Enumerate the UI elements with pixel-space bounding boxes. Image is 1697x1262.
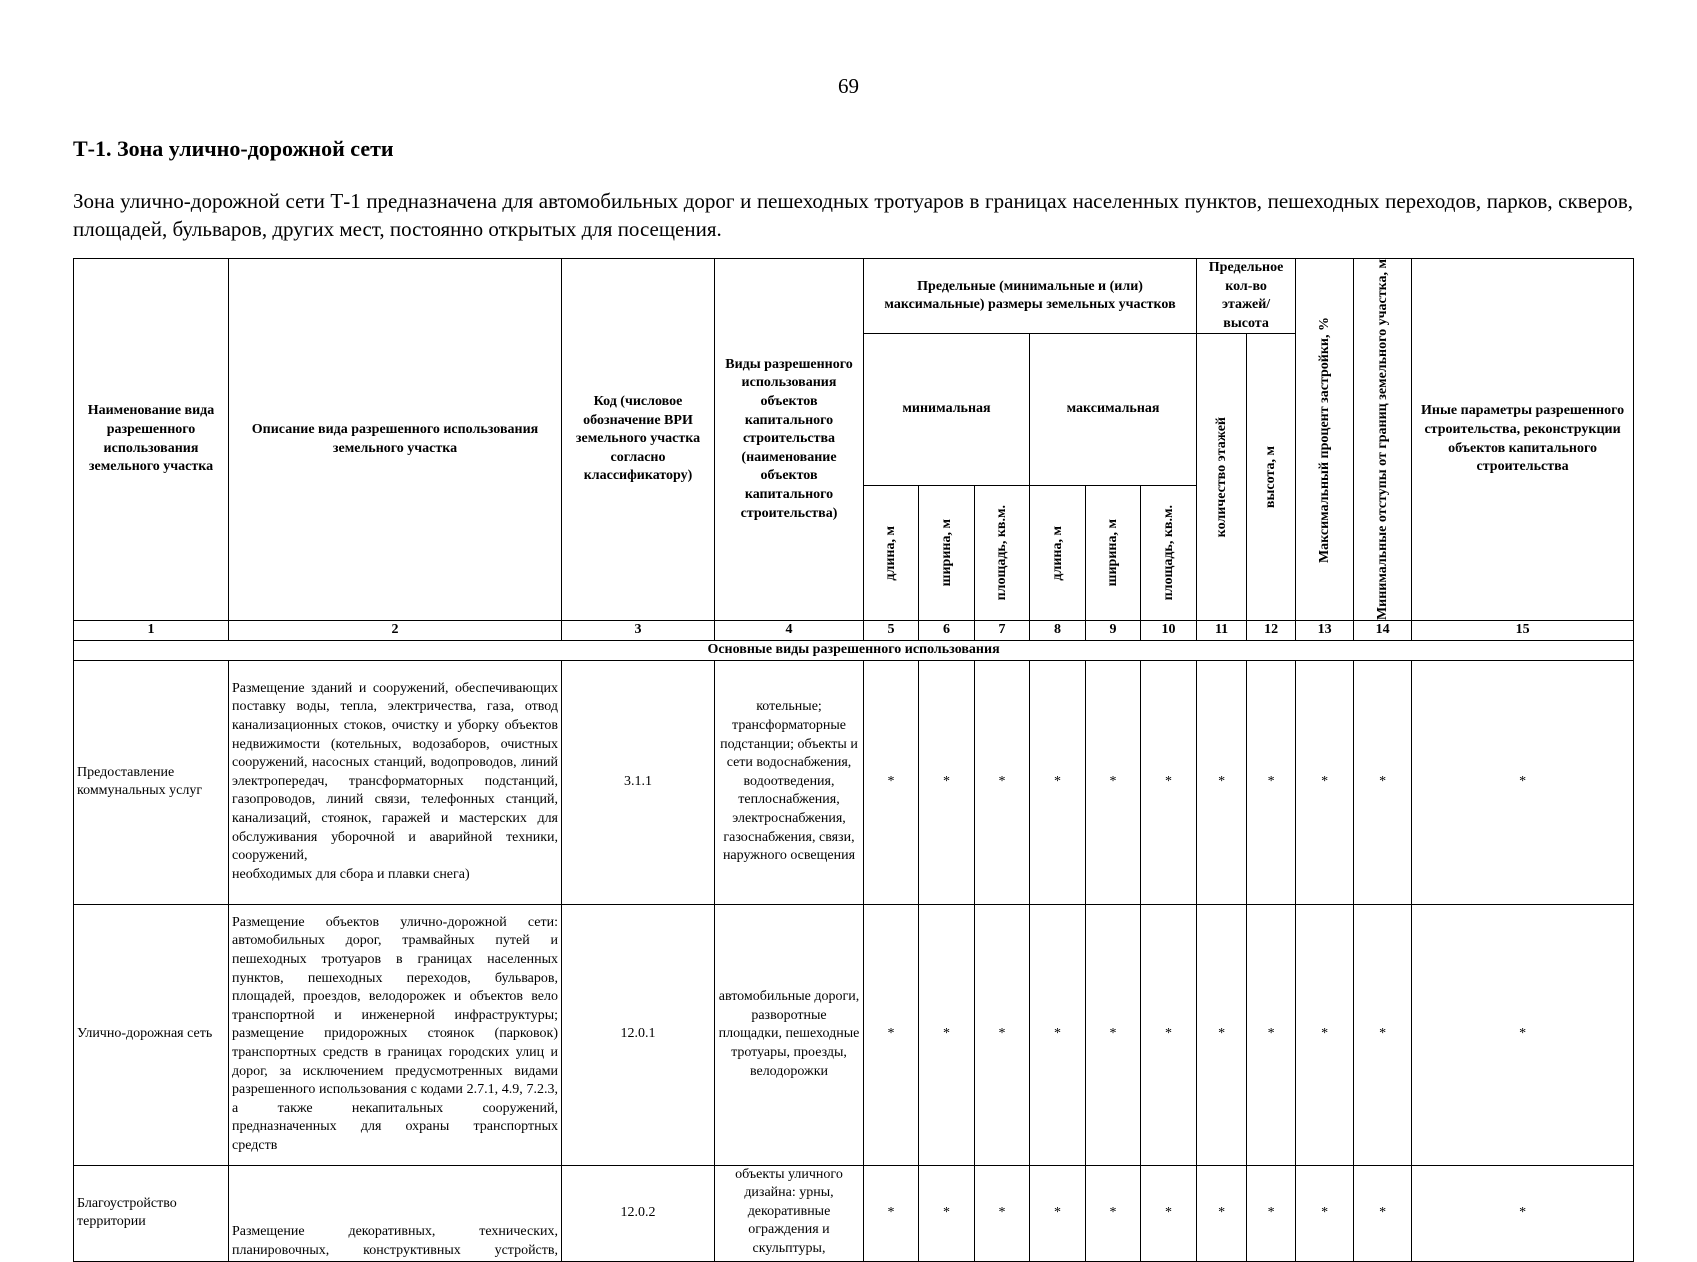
mark-cell: * <box>1086 1165 1141 1261</box>
header-min-length-label: длина, м <box>883 525 898 581</box>
column-number-row <box>74 621 1634 641</box>
table-row <box>74 904 1634 1165</box>
mark-cell: * <box>1141 904 1197 1165</box>
mark-cell: * <box>864 1165 919 1261</box>
mark-cell: * <box>864 904 919 1165</box>
row-description <box>229 904 562 1165</box>
mark-cell: * <box>1086 904 1141 1165</box>
mark-cell: * <box>1296 660 1354 904</box>
header-min-area <box>975 486 1030 621</box>
mark-cell: * <box>1354 1165 1412 1261</box>
header-max-percent <box>1296 259 1354 621</box>
header-min-width-label: ширина, м <box>938 519 954 587</box>
header-name: Наименование вида разрешенного использования земельного участка <box>74 259 229 621</box>
row-description-text: Размещение объектов улично-дорожной сети: автомобильных дорог, трамвайных путей и пешеходных тротуаров в границах населенных пунктов, пешеходных переходов, бульваров, площадей, проездов, велодорожек и объектов вело транспортной и инженерной инфраструктуры; размещение придорожных стоянок (парковок) транспортных средств в границах городских улиц и дорог, за исключением предусмотренных видами разрешенного использования с кодами 2.7.1, 4.9, 7.2.3, а также некапитальных сооружений, предназначенных для охраны транспортных <box>232 914 558 1135</box>
mark-cell: * <box>1197 904 1247 1165</box>
header-max-area-label: площадь, кв.м. <box>1160 505 1176 601</box>
column-number: 8 <box>1030 621 1086 641</box>
row-code: 3.1.1 <box>562 660 715 904</box>
mark-cell: * <box>1412 1165 1634 1261</box>
row-description <box>229 1165 562 1261</box>
header-min-setback <box>1354 259 1412 621</box>
column-number: 5 <box>864 621 919 641</box>
header-min-area-label: площадь, кв.м. <box>994 505 1009 601</box>
mark-cell: * <box>1412 904 1634 1165</box>
mark-cell: * <box>1247 1165 1296 1261</box>
header-min-width <box>919 486 975 621</box>
column-number: 9 <box>1086 621 1141 641</box>
row-code: 12.0.2 <box>562 1165 715 1261</box>
row-objects: автомобильные дороги, разворотные площадки, пешеходные тротуары, проезды, велодорожки <box>715 904 864 1165</box>
column-number: 2 <box>229 621 562 641</box>
row-name: Благоустройство территории <box>74 1165 229 1261</box>
page-number: 69 <box>838 74 859 98</box>
column-number: 10 <box>1141 621 1197 641</box>
mark-cell: * <box>1354 904 1412 1165</box>
header-limits: Предельные (минимальные и (или) максимальные) размеры земельных участков <box>864 259 1197 334</box>
mark-cell: * <box>975 904 1030 1165</box>
table-row <box>74 660 1634 904</box>
mark-cell: * <box>975 660 1030 904</box>
mark-cell: * <box>864 660 919 904</box>
header-max-area <box>1141 486 1197 621</box>
mark-cell: * <box>1412 660 1634 904</box>
header-max-width <box>1086 486 1141 621</box>
column-number: 4 <box>715 621 864 641</box>
regulations-table <box>73 258 1634 1262</box>
mark-cell: * <box>919 1165 975 1261</box>
column-number: 12 <box>1247 621 1296 641</box>
table-row <box>74 1165 1634 1261</box>
header-description: Описание вида разрешенного использования земельного участка <box>229 259 562 621</box>
mark-cell: * <box>1086 660 1141 904</box>
column-number: 14 <box>1354 621 1412 641</box>
row-code: 12.0.1 <box>562 904 715 1165</box>
mark-cell: * <box>1296 904 1354 1165</box>
mark-cell: * <box>1030 1165 1086 1261</box>
header-height <box>1247 334 1296 621</box>
row-description-last: необходимых для сбора и плавки снега) <box>232 866 470 882</box>
mark-cell: * <box>1141 1165 1197 1261</box>
mark-cell: * <box>919 904 975 1165</box>
row-description-last: средств <box>232 1137 278 1153</box>
header-floors <box>1197 334 1247 621</box>
column-number: 1 <box>74 621 229 641</box>
section-title: Основные виды разрешенного использования <box>74 640 1634 660</box>
intro-paragraph: Зона улично-дорожной сети Т-1 предназначена для автомобильных дорог и пешеходных тротуаров в границах населенных пунктов, пешеходных переходов, парков, скверов, площадей, бульваров, других мест, постоянно открытых для посещения. <box>73 189 1633 241</box>
header-max: максимальная <box>1030 334 1197 486</box>
header-max-length <box>1030 486 1086 621</box>
row-objects: котельные; трансформаторные подстанции; объекты и сети водоснабжения, водоотведения, теплоснабжения, электроснабжения, газоснабжения, связи, наружного освещения <box>715 660 864 904</box>
header-other: Иные параметры разрешенного строительства, реконструкции объектов капитального строительства <box>1412 259 1634 621</box>
header-code: Код (числовое обозначение ВРИ земельного участка согласно классификатору) <box>562 259 715 621</box>
column-number: 6 <box>919 621 975 641</box>
header-max-length-label: длина, м <box>1049 525 1065 581</box>
mark-cell: * <box>1247 660 1296 904</box>
header-max-percent-label: Максимальный процент застройки, % <box>1316 316 1332 563</box>
mark-cell: * <box>1197 1165 1247 1261</box>
header-floors-label: количество этажей <box>1213 417 1229 538</box>
mark-cell: * <box>1030 660 1086 904</box>
row-description <box>229 660 562 904</box>
column-number: 13 <box>1296 621 1354 641</box>
header-max-width-label: ширина, м <box>1105 519 1120 587</box>
mark-cell: * <box>1197 660 1247 904</box>
mark-cell: * <box>975 1165 1030 1261</box>
header-min-setback-label: Минимальные отступы от границ земельного участка, м <box>1374 259 1390 621</box>
row-name: Предоставление коммунальных услуг <box>74 660 229 904</box>
row-description-text: Размещение зданий и сооружений, обеспечивающих поставку воды, тепла, электричества, газа, отвод канализационных стоков, очистку и уборку объектов недвижимости (котельных, водозаборов, очистных сооружений, насосных станций, водопроводов, линий электропередач, трансформаторных подстанций, газопроводов, линий связи, телефонных станций, канализаций, стоянок, гаражей и мастерских для обслуживания уборочной и аварийной техники, сооружений, <box>232 680 558 864</box>
zone-title: Т-1. Зона улично-дорожной сети <box>73 136 394 161</box>
header-floors-group: Предельное кол-во этажей/ высота <box>1197 259 1296 334</box>
mark-cell: * <box>1030 904 1086 1165</box>
mark-cell: * <box>919 660 975 904</box>
mark-cell: * <box>1247 904 1296 1165</box>
header-min-length <box>864 486 919 621</box>
column-number: 3 <box>562 621 715 641</box>
mark-cell: * <box>1296 1165 1354 1261</box>
mark-cell: * <box>1354 660 1412 904</box>
column-number: 15 <box>1412 621 1634 641</box>
header-min: минимальная <box>864 334 1030 486</box>
header-height-label: высота, м <box>1263 446 1279 509</box>
column-number: 11 <box>1197 621 1247 641</box>
column-number: 7 <box>975 621 1030 641</box>
row-objects: объекты уличного дизайна: урны, декоративные ограждения и скульптуры, <box>715 1165 864 1261</box>
row-name: Улично-дорожная сеть <box>74 904 229 1165</box>
header-objects: Виды разрешенного использования объектов капитального строительства (наименование объектов капитального строительства) <box>715 259 864 621</box>
mark-cell: * <box>1141 660 1197 904</box>
row-description-text: Размещение декоративных, технических, планировочных, конструктивных устройств, <box>232 1224 558 1259</box>
